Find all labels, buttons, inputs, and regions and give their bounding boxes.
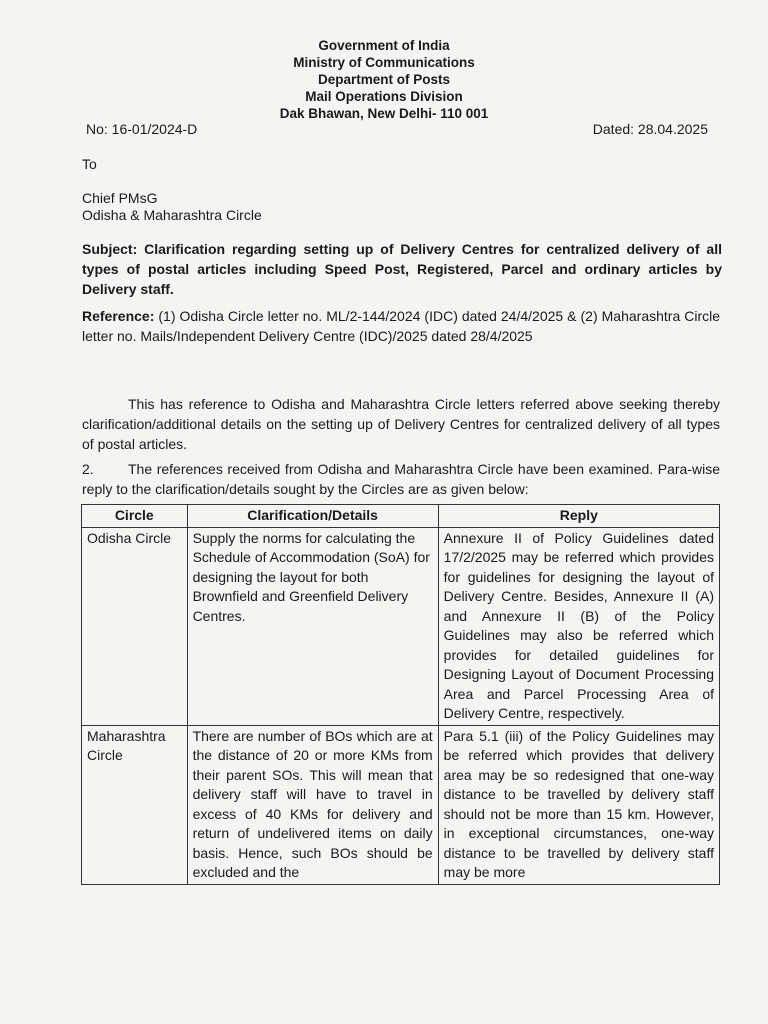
reply-cell: Annexure II of Policy Guidelines dated 17/2/2025 may be referred which provides for guidelines for designing the layout of Delivery Centre. Besides, Annexure II (A) and Annexure II (B) of the Policy Guidelines may also be referred which provides for detailed guidelines for Designing Layout of Document Processing Area and Parcel Processing Area of Delivery Centre, respectively.: [438, 527, 719, 725]
paragraph-2-number: 2.: [82, 461, 94, 477]
reference-block: [82, 306, 720, 346]
header-circle: Circle: [82, 505, 188, 528]
header-reply: Reply: [438, 505, 719, 528]
header-ministry: Ministry of Communications: [293, 55, 475, 70]
circle-cell: Odisha Circle: [82, 527, 188, 725]
header-division: Mail Operations Division: [305, 89, 463, 104]
clarification-table: [81, 504, 720, 885]
header-address: Dak Bhawan, New Delhi- 110 001: [279, 106, 489, 121]
circle-cell: Maharashtra Circle: [82, 725, 188, 884]
addressee: [82, 190, 262, 224]
addressee-circle: Odisha & Maharashtra Circle: [82, 207, 262, 223]
header-government: Government of India: [318, 38, 450, 53]
header-clarification: Clarification/Details: [187, 505, 438, 528]
reference-text: (1) Odisha Circle letter no. ML/2-144/2024 (IDC) dated 24/4/2025 & (2) Maharashtra Circle letter no. Mails/Independent Delivery Centre (IDC)/2025 dated 28/4/2025: [82, 308, 721, 344]
paragraph-2: [82, 459, 720, 499]
table-header-row: [82, 505, 720, 528]
table-row: [82, 725, 720, 884]
paragraph-1: This has reference to Odisha and Maharashtra Circle letters referred above seeking thereby clarification/additional details on the setting up of Delivery Centres for centralized delivery of all types of postal articles.: [82, 396, 720, 452]
reference-number: No: 16-01/2024-D: [86, 121, 198, 137]
table-row: [82, 527, 720, 725]
letterhead: [0, 37, 768, 122]
to-label: To: [82, 156, 97, 172]
clarification-cell: There are number of BOs which are at the distance of 20 or more KMs from their parent SOs. This will mean that delivery staff will have to travel in excess of 40 KMs for delivery and return of undelivered items on daily basis. Hence, such BOs should be excluded and the: [187, 725, 438, 884]
clarification-cell: Supply the norms for calculating the Schedule of Accommodation (SoA) for designing the layout for both Brownfield and Greenfield Delivery Centres.: [187, 527, 438, 725]
addressee-title: Chief PMsG: [82, 190, 158, 206]
paragraph-2-text: The references received from Odisha and Maharashtra Circle have been examined. Para-wise reply to the clarification/details sought by the Circles are as given below:: [82, 461, 720, 497]
header-department: Department of Posts: [317, 72, 451, 87]
reference-label: Reference:: [82, 308, 155, 324]
letter-date: Dated: 28.04.2025: [592, 121, 708, 137]
reply-cell: Para 5.1 (iii) of the Policy Guidelines may be referred which provides that delivery area may be so redesigned that one-way distance to be travelled by delivery staff should not be more than 15 km. However, in exceptional circumstances, one-way distance to be travelled by delivery staff may be more: [438, 725, 719, 884]
subject-line: Subject: Clarification regarding setting up of Delivery Centres for centralized delivery of all types of postal articles including Speed Post, Registered, Parcel and ordinary articles by Delivery staff.: [82, 241, 722, 297]
